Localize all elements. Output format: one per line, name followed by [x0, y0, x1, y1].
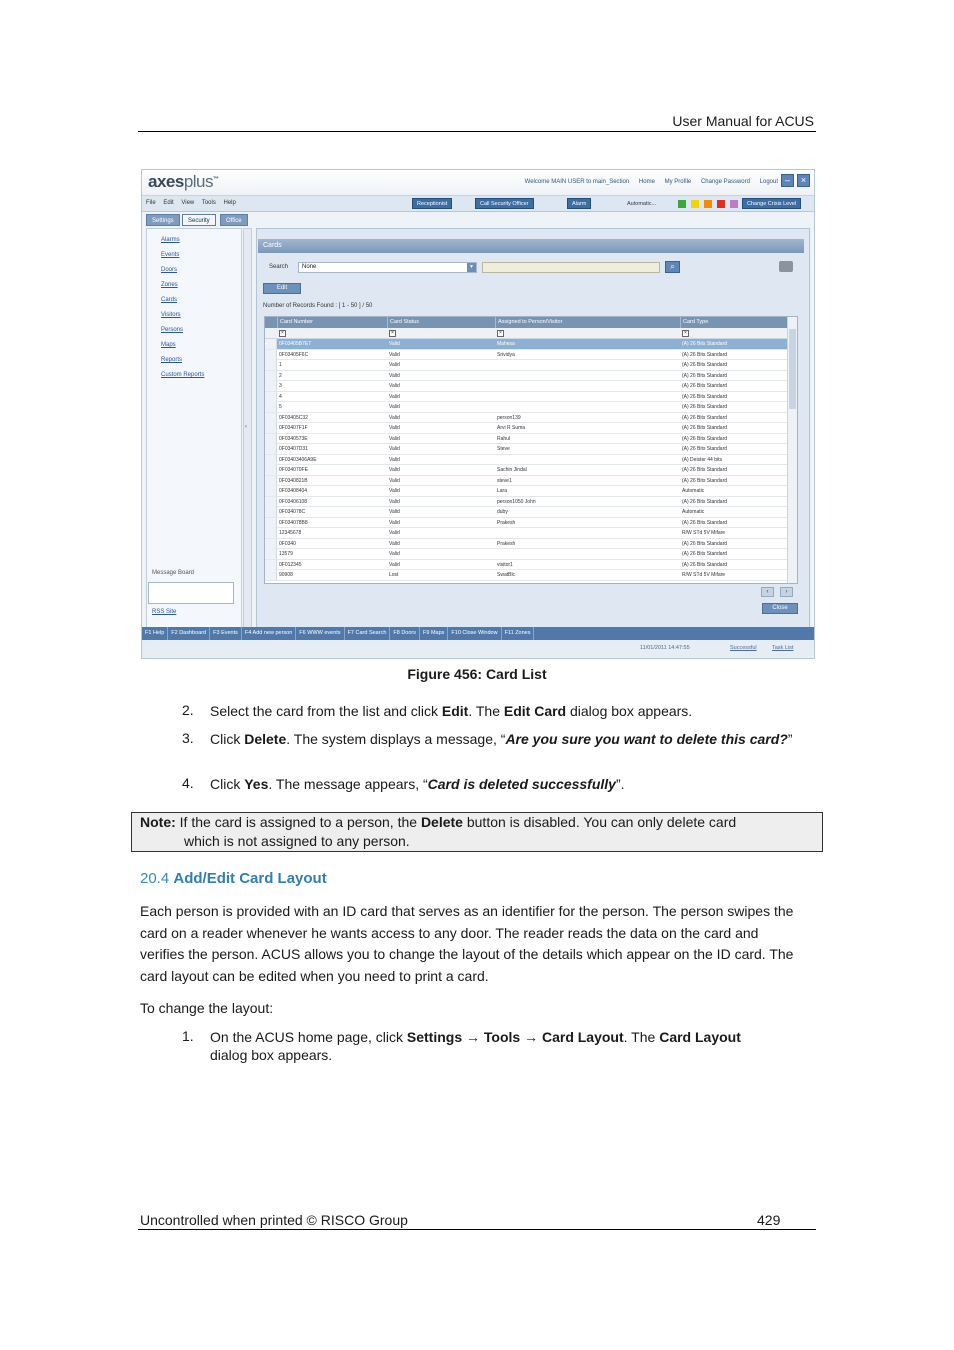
fkey-f1[interactable]: F1 Help	[142, 627, 168, 640]
table-row[interactable]	[265, 360, 787, 371]
call-security-button[interactable]: Call Security Officer	[475, 198, 534, 209]
col-card-type[interactable]: Card Type	[680, 317, 787, 328]
note-box: Note: If the card is assigned to a person, the Delete button is disabled. You can only delete card which is not assigned to any person.	[131, 812, 823, 852]
nav-maps[interactable]: Maps	[161, 342, 176, 348]
table-row[interactable]	[265, 497, 787, 508]
table-cell: Mahesa	[497, 341, 515, 347]
table-cell: Valid	[389, 456, 400, 463]
table-cell: Rahul	[497, 435, 511, 442]
row-indicator	[265, 549, 277, 559]
fkey-f4[interactable]: F4 Add new person	[242, 627, 296, 640]
filter-checkbox[interactable]: ×	[497, 330, 504, 337]
row-indicator	[265, 476, 277, 486]
table-cell: 0F012345	[279, 561, 302, 568]
col-assigned[interactable]: Assigned to Person/Visitor	[495, 317, 680, 328]
nav-visitors[interactable]: Visitors	[161, 312, 181, 318]
table-cell: (A) 26 Bits Standard	[682, 446, 728, 452]
menu-tools[interactable]: Tools	[201, 200, 216, 206]
next-page-icon[interactable]: ›	[780, 587, 793, 597]
search-label: Search	[269, 264, 289, 270]
row-indicator	[265, 539, 277, 549]
table-cell: Sachin Jindal	[497, 467, 527, 473]
table-row[interactable]	[265, 455, 787, 466]
table-cell: duby	[497, 509, 508, 515]
table-row[interactable]	[265, 486, 787, 497]
header-rule	[138, 131, 816, 132]
row-indicator	[265, 434, 277, 444]
home-link[interactable]: Home	[638, 179, 655, 185]
nav-doors[interactable]: Doors	[161, 267, 178, 273]
row-indicator	[265, 360, 277, 370]
table-cell: 5	[279, 404, 282, 410]
table-cell: person139	[497, 414, 521, 421]
status-bar	[142, 640, 814, 658]
table-row[interactable]	[265, 402, 787, 413]
fkey-f8[interactable]: F8 Doors	[390, 627, 420, 640]
level-swatch-orange[interactable]	[704, 200, 712, 208]
table-cell: 0F03407F1F	[279, 425, 308, 431]
panel-splitter[interactable]: ‹	[243, 228, 252, 630]
table-cell: Valid	[389, 519, 400, 526]
running-header: User Manual for ACUS	[672, 113, 814, 129]
fkey-f6[interactable]: F6 WWW events	[296, 627, 344, 640]
change-password-link[interactable]: Change Password	[700, 179, 750, 185]
table-cell: Valid	[389, 530, 400, 536]
level-swatch-purple[interactable]	[730, 200, 738, 208]
table-cell: 0F03406108	[279, 498, 308, 505]
table-cell: (A) 26 Bits Standard	[682, 551, 728, 557]
table-cell: person1050 John	[497, 498, 536, 505]
row-indicator	[265, 392, 277, 402]
row-indicator	[265, 570, 277, 580]
table-cell: R/W STd 5V Mifare	[682, 530, 726, 536]
table-cell: 0F0340821B	[279, 477, 308, 484]
table-cell: (A) 26 Bits Standard	[682, 467, 728, 473]
table-row[interactable]	[265, 528, 787, 539]
close-button[interactable]: Close	[762, 603, 798, 614]
axesplus-logo: axesplus™	[148, 172, 219, 191]
table-cell: (A) 26 Bits Standard	[682, 498, 728, 505]
table-row[interactable]	[265, 444, 787, 455]
rss-link[interactable]: RSS Site	[152, 609, 177, 615]
filter-checkbox[interactable]: ×	[279, 330, 286, 337]
table-cell: steve1	[497, 477, 512, 484]
fkey-f9[interactable]: F9 Maps	[420, 627, 448, 640]
prev-page-icon[interactable]: ‹	[761, 587, 774, 597]
minimize-icon[interactable]: –	[781, 174, 794, 187]
table-cell: Valid	[389, 351, 400, 358]
nav-cards[interactable]: Cards	[161, 297, 178, 303]
alarm-button[interactable]: Alarm	[567, 198, 591, 209]
search-field-select[interactable]: None ▼	[298, 262, 477, 273]
table-row[interactable]	[265, 434, 787, 445]
table-cell: 0F03405B7E7	[279, 341, 311, 347]
table-cell: 0F0340	[279, 540, 296, 547]
table-cell: (A) 26 Bits Standard	[682, 404, 728, 410]
table-cell: 2	[279, 372, 282, 379]
row-indicator	[265, 350, 277, 360]
table-cell: 13579	[279, 551, 293, 557]
row-indicator	[265, 371, 277, 381]
footer-rule	[138, 1229, 816, 1230]
table-cell: Valid	[389, 372, 400, 379]
nav-events[interactable]: Events	[161, 252, 180, 258]
footer-text: Uncontrolled when printed © RISCO Group	[140, 1212, 408, 1228]
table-cell: 0F03407D31	[279, 446, 308, 452]
table-cell: 0F03405F6C	[279, 351, 309, 358]
table-cell: Valid	[389, 446, 400, 452]
table-cell: Valid	[389, 498, 400, 505]
table-cell: (A) 26 Bits Standard	[682, 414, 728, 421]
row-indicator	[265, 560, 277, 570]
table-cell: Lara	[497, 488, 508, 494]
table-cell: (A) 26 Bits Standard	[682, 519, 728, 526]
table-cell: 0F03408404	[279, 488, 308, 494]
table-row[interactable]	[265, 507, 787, 518]
table-row[interactable]	[265, 476, 787, 487]
close-icon[interactable]: ×	[797, 174, 810, 187]
row-indicator	[265, 413, 277, 423]
table-cell: 1	[279, 362, 282, 368]
table-cell: 4	[279, 393, 282, 400]
filter-checkbox[interactable]: ×	[682, 330, 689, 337]
table-cell: Prakesh	[497, 540, 516, 547]
status-task-list-link[interactable]: Task List	[772, 645, 794, 651]
search-icon[interactable]: ⌕	[665, 261, 680, 273]
menu-file[interactable]: File	[146, 200, 156, 206]
table-header	[265, 317, 787, 328]
table-cell: 0F034070FE	[279, 467, 308, 473]
cards-table	[264, 316, 798, 584]
row-indicator	[265, 444, 277, 454]
tab-security[interactable]: Security	[182, 214, 216, 226]
table-cell: Valid	[389, 341, 400, 347]
table-cell: (A) 26 Bits Standard	[682, 561, 728, 568]
records-found: Number of Records Found : [ 1 - 50 ] / 50	[263, 303, 373, 309]
page-number: 429	[757, 1212, 781, 1228]
table-cell: Valid	[389, 561, 400, 568]
body-paragraph-2: To change the layout:	[140, 1000, 274, 1016]
table-row[interactable]	[265, 560, 787, 571]
table-row[interactable]	[265, 570, 787, 581]
row-indicator	[265, 497, 277, 507]
row-indicator	[265, 465, 277, 475]
col-card-number[interactable]: Card Number	[277, 317, 387, 328]
row-indicator	[265, 507, 277, 517]
table-row[interactable]	[265, 413, 787, 424]
table-cell: (A) 26 Bits Standard	[682, 393, 728, 400]
search-input[interactable]	[482, 262, 660, 273]
tab-office[interactable]: Office	[220, 214, 248, 226]
menu-edit[interactable]: Edit	[163, 200, 174, 206]
row-indicator	[265, 455, 277, 465]
menu-help[interactable]: Help	[223, 200, 236, 206]
card-list-screenshot	[141, 169, 815, 659]
table-cell: 3	[279, 383, 282, 389]
row-indicator	[265, 423, 277, 433]
table-cell: 0F034078C	[279, 509, 306, 515]
table-cell: (A) Deister 44 bits	[682, 456, 723, 463]
table-cell: 0F03405C32	[279, 414, 308, 421]
table-cell: 0F0340573E	[279, 435, 308, 442]
table-cell: 0F03403406A9E	[279, 456, 317, 463]
body-paragraph: Each person is provided with an ID card that serves as an identifier for the person. The person swipes the card on a reader whenever he wants access to any door. The reader reads the data on the card and verifies the person. ACUS allows you to change the layout of the details which appear on the ID card. The card layout can be edited when you need to print a card.	[140, 903, 794, 984]
table-cell: Automatic	[682, 509, 705, 515]
table-cell: Valid	[389, 488, 400, 494]
table-scrollbar[interactable]	[787, 317, 797, 583]
tab-settings[interactable]: Settings	[146, 214, 180, 226]
table-cell: (A) 26 Bits Standard	[682, 435, 728, 442]
edit-button[interactable]: Edit	[263, 283, 301, 294]
note-label: Note:	[140, 814, 176, 830]
table-cell: Prakesh	[497, 519, 516, 526]
table-cell: Valid	[389, 551, 400, 557]
table-cell: (A) 26 Bits Standard	[682, 540, 728, 547]
figure-caption: Figure 456: Card List	[407, 666, 547, 682]
table-cell: Steve	[497, 446, 510, 452]
table-cell: (A) 26 Bits Standard	[682, 341, 728, 347]
table-cell: Valid	[389, 404, 400, 410]
table-cell: Valid	[389, 435, 400, 442]
table-cell: Valid	[389, 509, 400, 515]
status-time: 11/01/2011 14:47:55	[640, 645, 690, 651]
table-cell: Valid	[389, 362, 400, 368]
row-indicator: ▸	[265, 339, 277, 349]
table-cell: Valid	[389, 477, 400, 484]
table-cell: (A) 26 Bits Standard	[682, 383, 728, 389]
table-cell: Valid	[389, 467, 400, 473]
table-row[interactable]	[265, 350, 787, 361]
table-row[interactable]	[265, 392, 787, 403]
filter-checkbox[interactable]: ×	[389, 330, 396, 337]
table-cell: Automatic	[682, 488, 705, 494]
row-indicator	[265, 402, 277, 412]
table-row[interactable]	[265, 371, 787, 382]
nav-reports[interactable]: Reports	[161, 357, 183, 363]
app-topbar	[142, 170, 814, 196]
table-row[interactable]	[265, 423, 787, 434]
cards-panel-title: Cards	[258, 239, 804, 253]
table-cell: Valid	[389, 425, 400, 431]
receptionist-button[interactable]: Receptionist	[412, 198, 452, 209]
table-cell: Valid	[389, 414, 400, 421]
app-menubar	[142, 196, 814, 212]
top-links	[517, 179, 778, 185]
table-cell: visitor1	[497, 561, 513, 568]
table-row[interactable]	[265, 381, 787, 392]
message-board-box[interactable]	[148, 582, 234, 604]
automatic-label: Automatic...	[627, 201, 657, 207]
level-swatch-yellow[interactable]	[691, 200, 699, 208]
table-filter-row	[265, 328, 787, 339]
fkey-f3[interactable]: F3 Events	[210, 627, 242, 640]
table-cell: Valid	[389, 540, 400, 547]
message-board-label: Message Board	[152, 570, 195, 576]
table-row[interactable]	[265, 518, 787, 529]
menu-view[interactable]: View	[181, 200, 195, 206]
table-cell: (A) 26 Bits Standard	[682, 351, 728, 358]
table-cell: SwatBlc	[497, 572, 516, 578]
fkey-f10[interactable]: F10 Close Window	[448, 627, 501, 640]
row-indicator	[265, 381, 277, 391]
table-cell: (A) 26 Bits Standard	[682, 425, 728, 431]
level-swatch-red[interactable]	[717, 200, 725, 208]
table-cell: Srividya	[497, 351, 515, 358]
table-cell: 0F034078B8	[279, 519, 308, 526]
table-cell: Valid	[389, 393, 400, 400]
row-indicator	[265, 528, 277, 538]
welcome-text: Welcome MAIN USER to main_Section	[524, 179, 630, 185]
fkey-f7[interactable]: F7 Card Search	[345, 627, 391, 640]
table-row[interactable]	[265, 549, 787, 560]
table-cell: (A) 26 Bits Standard	[682, 477, 728, 484]
nav-persons[interactable]: Persons	[161, 327, 184, 333]
section-heading: 20.4 Add/Edit Card Layout	[140, 870, 327, 887]
table-cell: 12345678	[279, 530, 302, 536]
nav-zones[interactable]: Zones	[161, 282, 178, 288]
col-card-status[interactable]: Card Status	[387, 317, 495, 328]
nav-alarms[interactable]: Alarms	[161, 237, 180, 243]
fkey-f11[interactable]: F11 Zones	[502, 627, 535, 640]
chevron-down-icon: ▼	[467, 263, 476, 272]
row-indicator	[265, 518, 277, 528]
table-row[interactable]	[265, 465, 787, 476]
table-cell: Arvi R Suma	[497, 425, 526, 431]
my-profile-link[interactable]: My Profile	[664, 179, 692, 185]
change-crisis-level-button[interactable]: Change Crisis Level	[742, 198, 801, 209]
function-key-bar	[142, 627, 814, 640]
logout-link[interactable]: Logout	[759, 179, 778, 185]
table-cell: (A) 26 Bits Standard	[682, 372, 728, 379]
status-successful-link[interactable]: Successful	[730, 645, 757, 651]
table-row[interactable]	[265, 339, 787, 350]
table-row[interactable]	[265, 539, 787, 550]
fkey-f2[interactable]: F2 Dashboard	[168, 627, 210, 640]
level-swatch-green[interactable]	[678, 200, 686, 208]
print-icon[interactable]	[779, 261, 793, 272]
nav-custom-reports[interactable]: Custom Reports	[161, 372, 205, 378]
table-cell: R/W STd 5V Mifare	[682, 572, 726, 578]
table-cell: 90908	[279, 572, 293, 578]
table-cell: Valid	[389, 383, 400, 389]
table-cell: Lost	[389, 572, 399, 578]
table-cell: (A) 26 Bits Standard	[682, 362, 728, 368]
row-indicator	[265, 486, 277, 496]
